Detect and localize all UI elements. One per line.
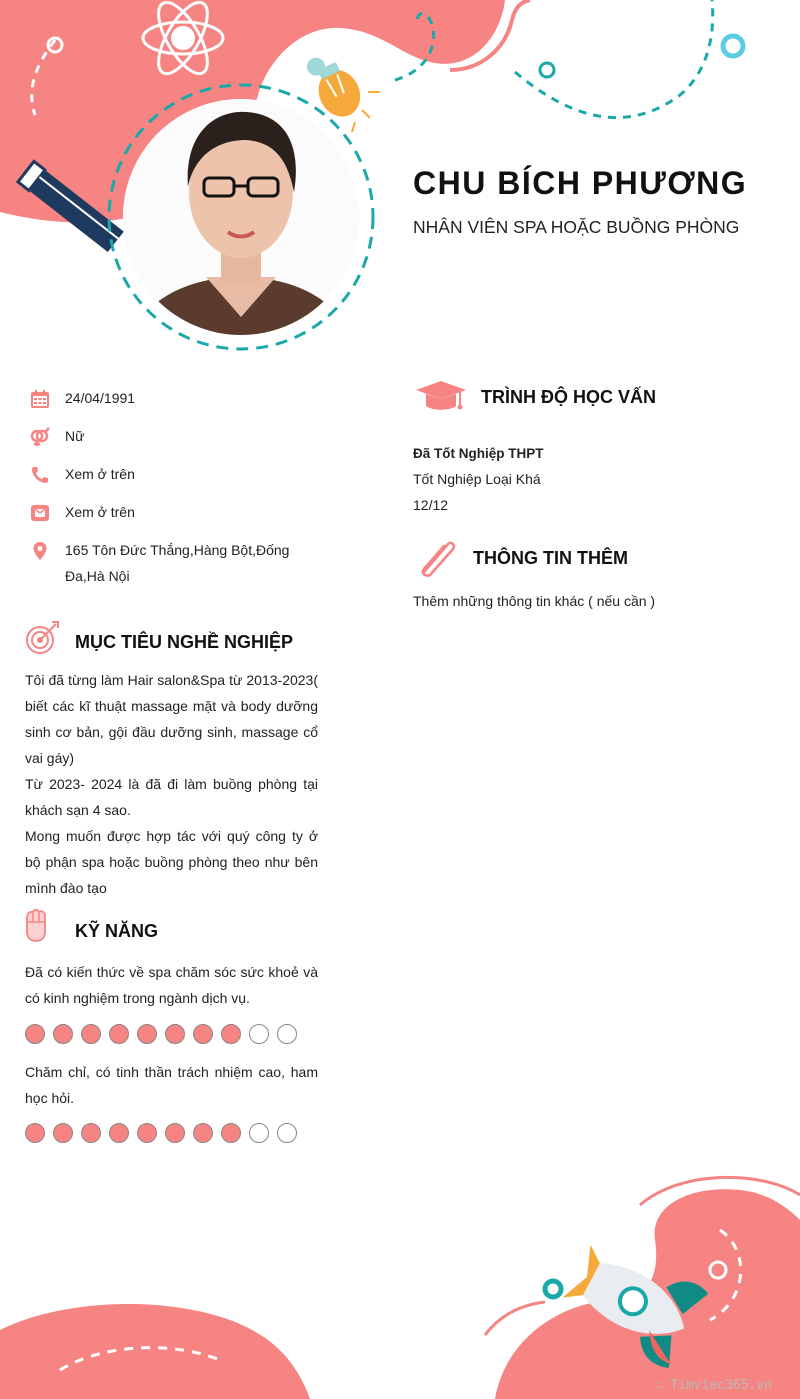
birthday-value: 24/04/1991 [65, 390, 136, 406]
rating-dot-filled [221, 1123, 241, 1143]
target-icon [24, 620, 60, 656]
objective-title: MỤC TIÊU NGHỀ NGHIỆP [75, 632, 294, 652]
objective-paragraph-1: Tôi đã từng làm Hair salon&Spa từ 2013-2023( biết các kĩ thuật massage mặt và body dưỡng sinh cơ bản, gội đầu dưỡng sinh, massage cổ vai gáy) [25, 672, 318, 766]
rating-dot-filled [109, 1123, 129, 1143]
rating-dot-filled [109, 1024, 129, 1044]
rating-dot-filled [81, 1123, 101, 1143]
skills-title: KỸ NĂNG [75, 921, 159, 941]
email-icon [30, 503, 50, 523]
education-grade: 12/12 [413, 497, 449, 513]
email-value: Xem ở trên [65, 504, 135, 520]
objective-text [25, 667, 318, 901]
gender-value: Nữ [65, 428, 85, 444]
skill-2-text: Chăm chỉ, có tinh thần trách nhiệm cao, ham học hỏi. [25, 1064, 318, 1106]
candidate-name: CHU BÍCH PHƯƠNG [413, 165, 748, 201]
contact-phone [30, 464, 305, 487]
rating-dot-filled [221, 1024, 241, 1044]
contact-email [30, 502, 305, 525]
address-value: 165 Tôn Đức Thắng,Hàng Bột,Đống Đa,Hà Nội [65, 542, 290, 584]
rating-dot-filled [25, 1024, 45, 1044]
education-detail: Tốt Nghiệp Loại Khá [413, 471, 541, 487]
avatar [106, 82, 376, 352]
gender-icon [30, 427, 50, 447]
watermark-text: Timviec365.vn [670, 1378, 772, 1393]
contact-birthday [30, 388, 305, 411]
rating-dot-empty [249, 1123, 269, 1143]
contact-address [30, 540, 305, 589]
education-title: TRÌNH ĐỘ HỌC VẤN [481, 387, 656, 407]
profile-photo-frame [106, 82, 376, 352]
rating-dot-filled [53, 1123, 73, 1143]
extra-info-title: THÔNG TIN THÊM [473, 548, 628, 568]
objective-paragraph-3: Mong muốn được hợp tác với quý công ty ở bộ phận spa hoặc buồng phòng theo như bên mình đào tạo [25, 828, 318, 896]
rating-dot-empty [277, 1024, 297, 1044]
skill-2-rating [25, 1123, 297, 1143]
skill-1-rating [25, 1024, 297, 1044]
rating-dot-filled [53, 1024, 73, 1044]
rating-dot-filled [137, 1024, 157, 1044]
rating-dot-filled [165, 1024, 185, 1044]
extra-info-text: Thêm những thông tin khác ( nếu cần ) [413, 593, 656, 609]
watermark: ∴ Timviec365.vn [654, 1378, 772, 1393]
rating-dot-empty [277, 1123, 297, 1143]
rating-dot-filled [81, 1024, 101, 1044]
rating-dot-filled [165, 1123, 185, 1143]
contact-gender [30, 426, 305, 449]
education-school: Đã Tốt Nghiệp THPT [413, 446, 544, 461]
phone-icon [30, 465, 50, 485]
rating-dot-filled [193, 1123, 213, 1143]
rating-dot-empty [249, 1024, 269, 1044]
rating-dot-filled [25, 1123, 45, 1143]
phone-value: Xem ở trên [65, 466, 135, 482]
rating-dot-filled [193, 1024, 213, 1044]
skill-1-text: Đã có kiến thức về spa chăm sóc sức khoẻ và có kinh nghiệm trong ngành dịch vụ. [25, 964, 318, 1006]
rating-dot-filled [137, 1123, 157, 1143]
fist-icon [24, 908, 48, 942]
objective-paragraph-2: Từ 2023- 2024 là đã đi làm buồng phòng tại khách sạn 4 sao. [25, 776, 318, 818]
calendar-icon [30, 389, 50, 409]
graduation-cap-icon [414, 380, 468, 414]
job-title: NHÂN VIÊN SPA HOẶC BUỒNG PHÒNG [413, 217, 740, 237]
location-pin-icon [30, 541, 50, 561]
paperclip-icon [416, 538, 458, 578]
